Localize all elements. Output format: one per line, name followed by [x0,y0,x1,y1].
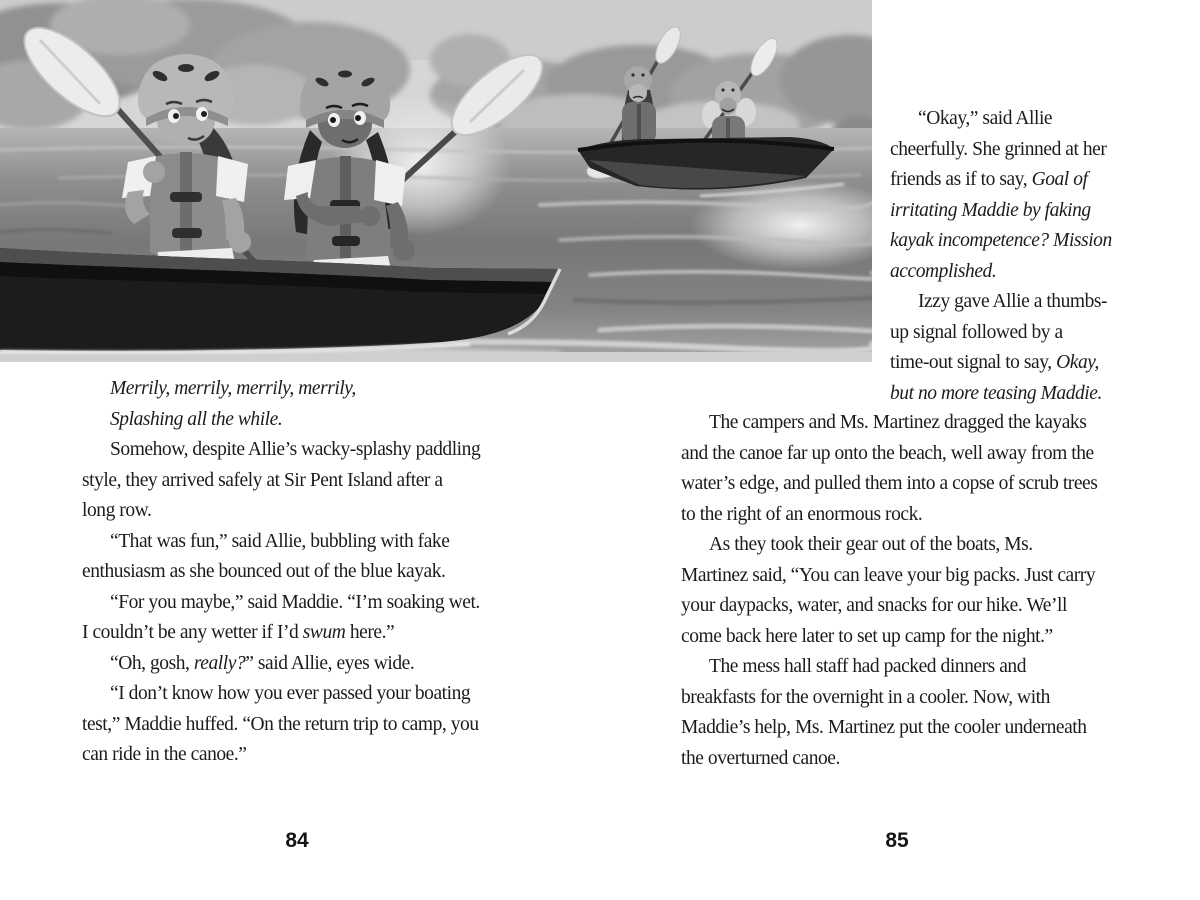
text-line: The campers and Ms. Martinez dragged the kayaks [709,412,1087,433]
text-line: “That was fun,” said Allie, bubbling with fake [110,530,450,552]
text-line: “I don’t know how you ever passed your boating [110,683,471,704]
text-line: to the right of an enormous rock. [681,503,923,525]
left-page-number: 84 [285,829,309,852]
text-line: Maddie’s help, Ms. Martinez put the cooler underneath [681,717,1087,738]
left-page-text [82,374,512,771]
book-illustration [0,0,872,362]
text-line: up signal followed by a [890,321,1063,343]
text-line: “Okay,” said Allie [918,108,1053,129]
text-line: breakfasts for the overnight in a cooler. Now, with [681,686,1050,708]
text-line: and the canoe far up onto the beach, well away from the [681,442,1094,464]
text-line: As they took their gear out of the boats, Ms. [709,534,1033,555]
text-line: cheerfully. She grinned at her [890,138,1107,160]
text-line: Splashing all the while. [110,408,283,430]
text-line: style, they arrived safely at Sir Pent Island after a [82,469,443,491]
text-line: test,” Maddie huffed. “On the return trip to camp, you [82,713,479,735]
text-line: kayak incompetence? Mission [890,230,1112,251]
text-line: water’s edge, and pulled them into a copse of scrub trees [681,473,1098,494]
text-line: come back here later to set up camp for the night.” [681,625,1053,647]
text-line: Somehow, despite Allie’s wacky-splashy paddling [110,439,481,460]
text-line: Martinez said, “You can leave your big packs. Just carry [681,564,1096,586]
text-line: friends as if to say, Goal of [890,169,1088,190]
right-page-text-narrow [890,104,1120,409]
text-line: enthusiasm as she bounced out of the blue kayak. [82,561,446,582]
text-line: long row. [82,500,152,521]
right-page-number: 85 [885,829,909,852]
text-line: I couldn’t be any wetter if I’d swum here.” [82,622,395,643]
text-line: accomplished. [890,260,997,282]
right-page-text-wide [681,408,1113,774]
text-line: Merrily, merrily, merrily, merrily, [110,378,356,399]
text-line: the overturned canoe. [681,747,840,769]
text-line: your daypacks, water, and snacks for our hike. We’ll [681,595,1067,616]
text-line: Izzy gave Allie a thumbs- [918,291,1108,312]
kayak-scene-illustration [0,0,872,362]
text-line: irritating Maddie by faking [890,199,1091,221]
text-line: time-out signal to say, Okay, [890,352,1099,373]
text-line: “For you maybe,” said Maddie. “I’m soaking wet. [110,591,480,613]
text-line: “Oh, gosh, really?” said Allie, eyes wide. [110,652,415,674]
text-line: but no more teasing Maddie. [890,382,1102,404]
text-line: can ride in the canoe.” [82,744,247,765]
text-line: The mess hall staff had packed dinners and [709,656,1027,677]
